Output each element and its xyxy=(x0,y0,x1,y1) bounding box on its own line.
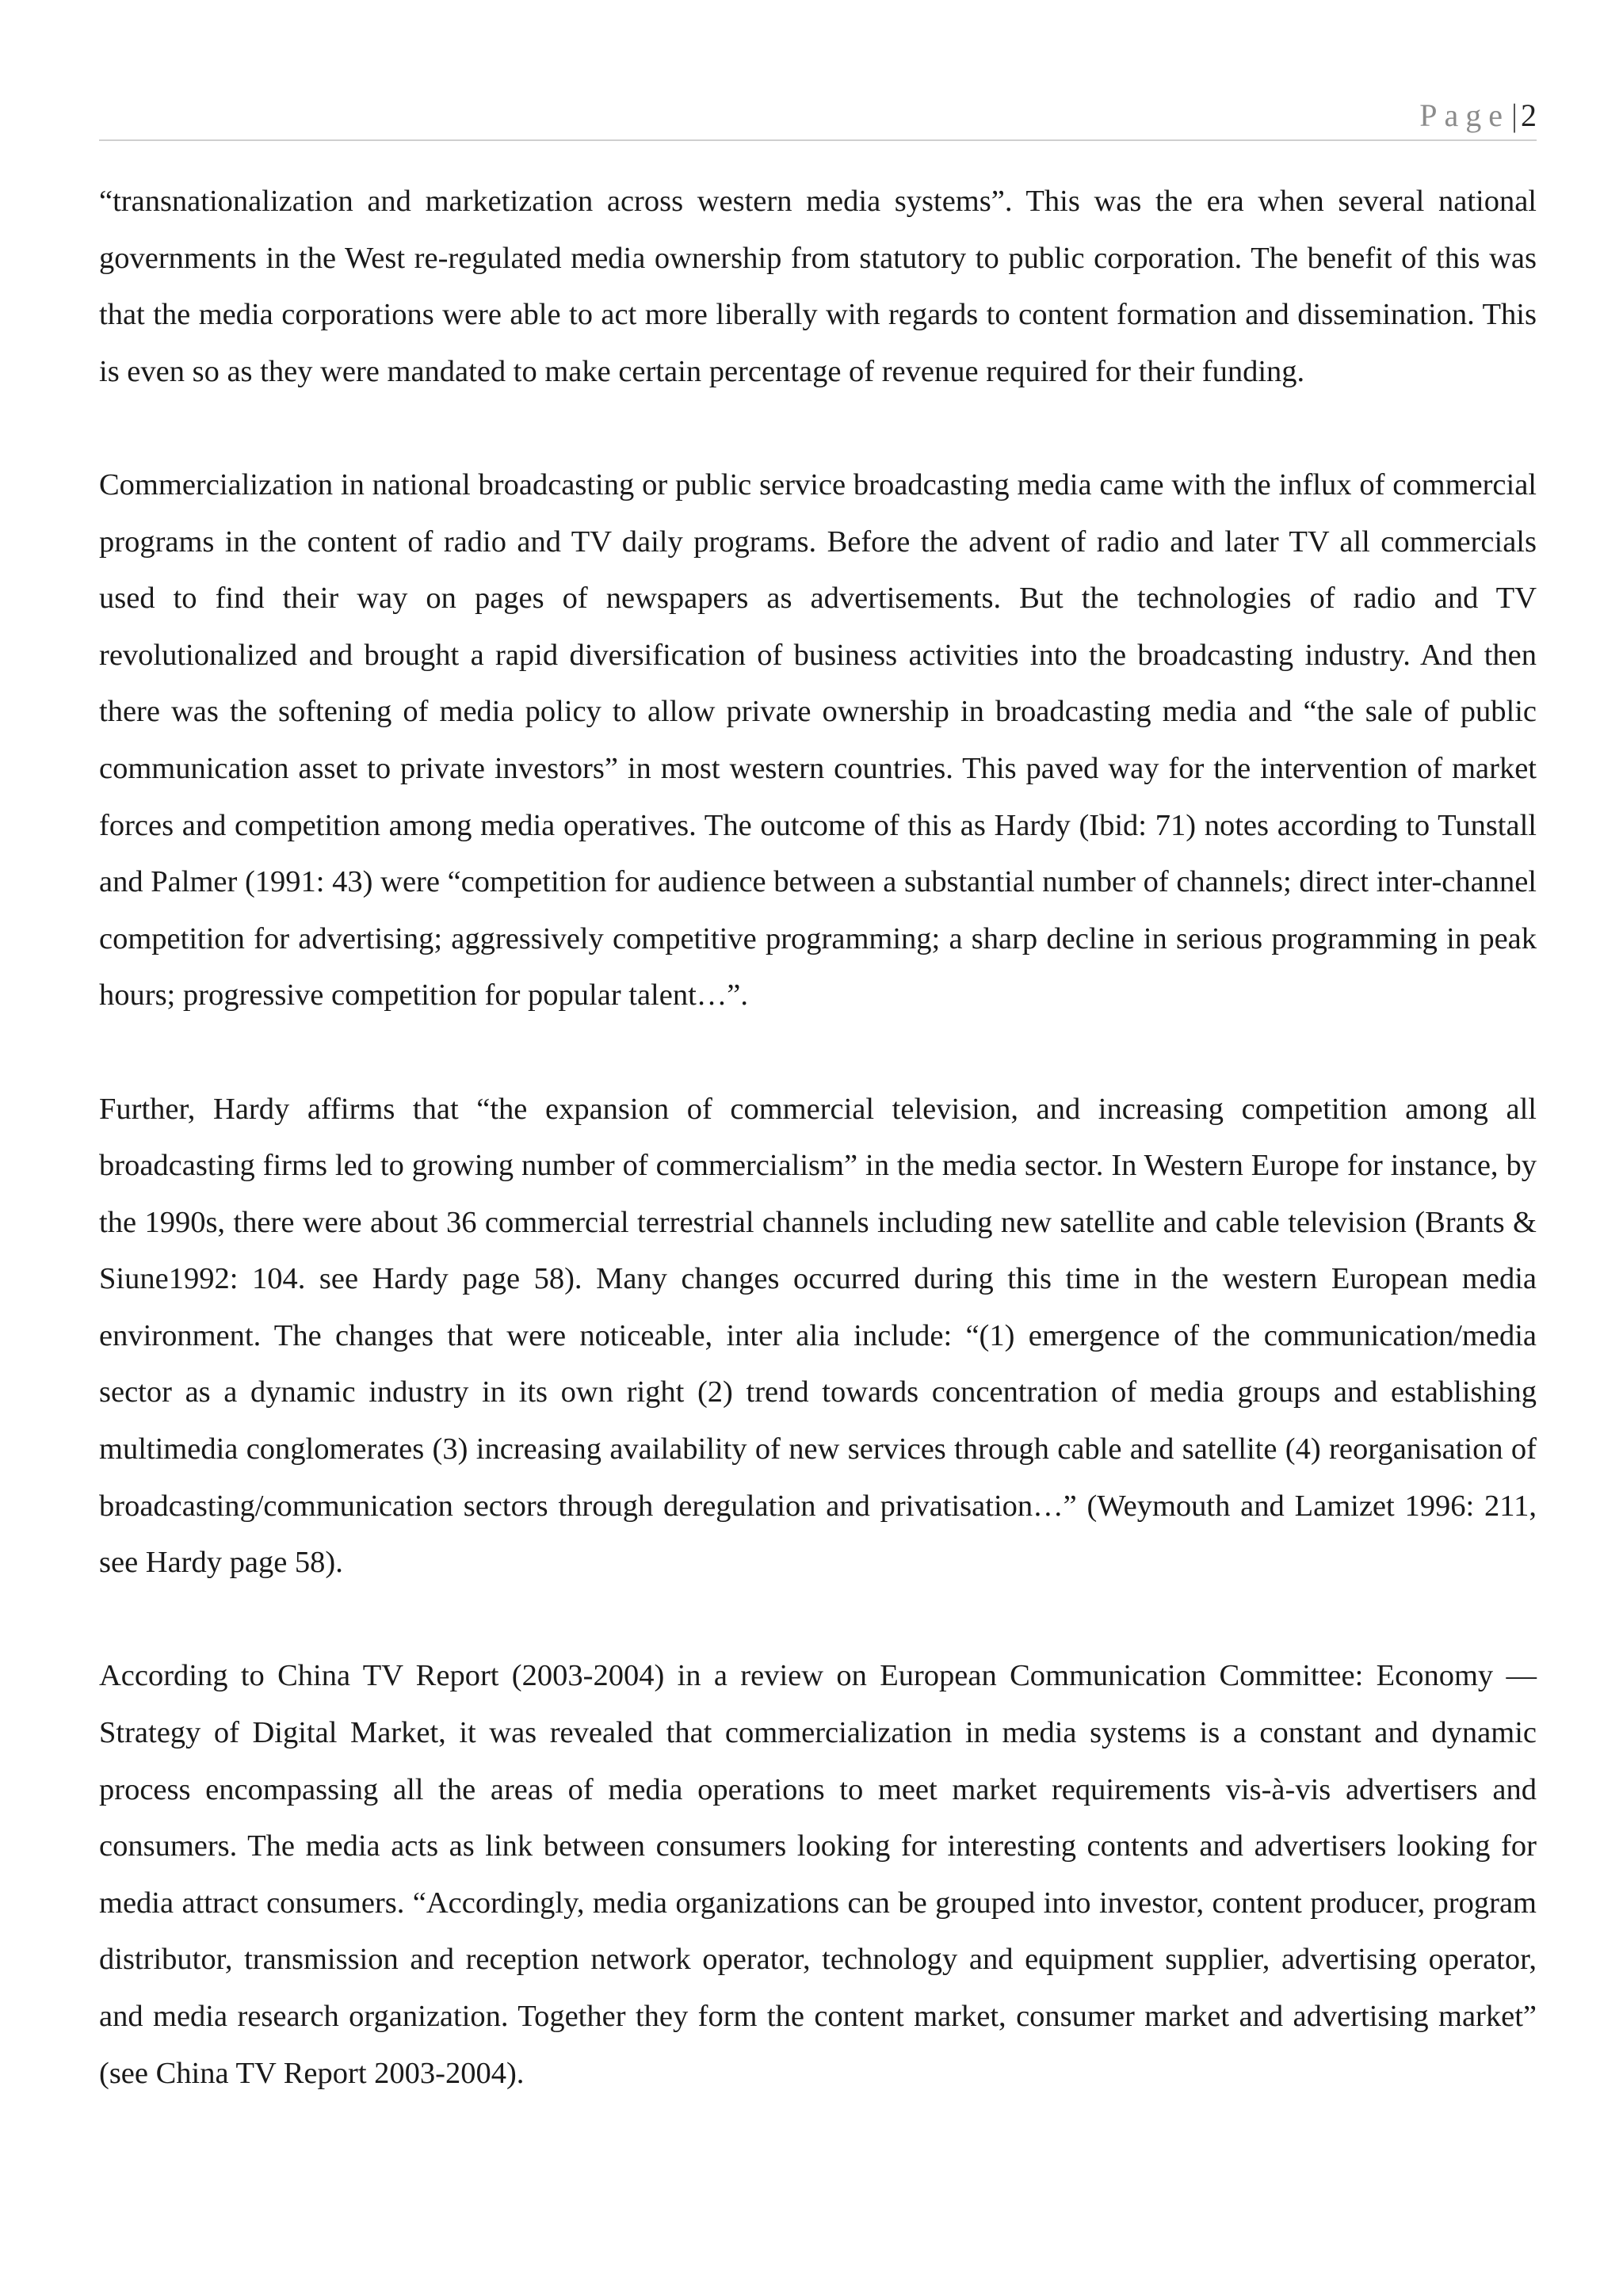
paragraph-2: Commercialization in national broadcasting or public service broadcasting media came with the influx of commercial programs in the content of radio and TV daily programs. Before the advent of radio and later TV all commercials used to find their way on pages of newspapers as advertisements. But the technologies of radio and TV revolutionalized and brought a rapid diversification of business activities into the broadcasting industry. And then there was the softening of media policy to allow private ownership in broadcasting media and “the sale of public communication asset to private investors” in most western countries. This paved way for the intervention of market forces and competition among media operatives. The outcome of this as Hardy (Ibid: 71) notes according to Tunstall and Palmer (1991: 43) were “competition for audience between a substantial number of channels; direct inter-channel competition for advertising; aggressively competitive programming; a sharp decline in serious programming in peak hours; progressive competition for popular talent…”. xyxy=(99,467,1537,1013)
paragraph-4: According to China TV Report (2003-2004) in a review on European Communication Committee: Economy —Strategy of Digital Market, it was revealed that commercialization in media systems is a constant and dynamic process encompassing all the areas of media operations to meet market requirements vis-à-vis advertisers and consumers. The media acts as link between consumers looking for interesting contents and advertisers looking for media attract consumers. “Accordingly, media organizations can be grouped into investor, content producer, program distributor, transmission and reception network operator, technology and equipment supplier, advertising operator, and media research organization. Together they form the content market, consumer market and advertising market” (see China TV Report 2003-2004). xyxy=(99,1659,1537,2090)
page-label: Page xyxy=(1419,97,1510,133)
page-number: 2 xyxy=(1521,97,1537,133)
page-header xyxy=(99,93,1537,141)
body-text xyxy=(99,174,1537,2159)
paragraph-1: “transnationalization and marketization across western media systems”. This was the era when several national governments in the West re-regulated media ownership from statutory to public corporation. The benefit of this was that the media corporations were able to act more liberally with regards to content formation and dissemination. This is even so as they were mandated to make certain percentage of revenue required for their funding. xyxy=(99,185,1537,388)
paragraph-3: Further, Hardy affirms that “the expansion of commercial television, and increasing competition among all broadcasting firms led to growing number of commercialism” in the media sector. In Western Europe for instance, by the 1990s, there were about 36 commercial terrestrial channels including new satellite and cable television (Brants & Siune1992: 104. see Hardy page 58). Many changes occurred during this time in the western European media environment. The changes that were noticeable, inter alia include: “(1) emergence of the communication/media sector as a dynamic industry in its own right (2) trend towards concentration of media groups and establishing multimedia conglomerates (3) increasing availability of new services through cable and satellite (4) reorganisation of broadcasting/communication sectors through deregulation and privatisation…” (Weymouth and Lamizet 1996: 211, see Hardy page 58). xyxy=(99,1092,1537,1580)
page-separator: | xyxy=(1510,97,1518,133)
